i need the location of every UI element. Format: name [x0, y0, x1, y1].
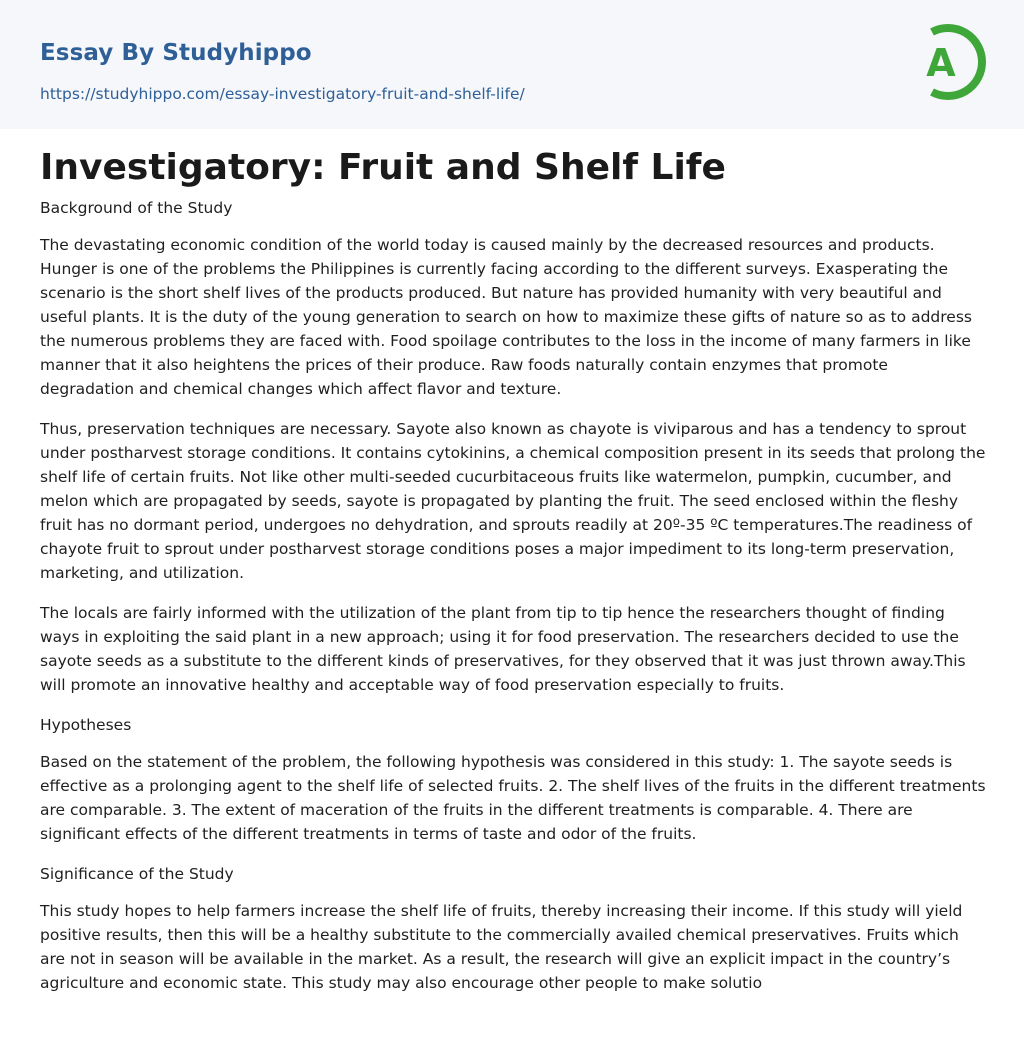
paragraph-3: The locals are fairly informed with the utilization of the plant from tip to tip hence the researchers thought of finding ways in exploiting the said plant in a new approach; using it for food preservation. The researchers decided to use the sayote seeds as a substitute to the different kinds of preservatives, for they observed that it was just thrown away.This will promote an innovative healthy and acceptable way of food preservation especially to fruits. — [40, 604, 966, 694]
paragraph-1: The devastating economic condition of the world today is caused mainly by the decreased resources and products. Hunger is one of the problems the Philippines is currently facing according to the different surveys. Exasperating the scenario is the short shelf lives of the products produced. But nature has provided humanity with very beautiful and useful plants. It is the duty of the young generation to search on how to maximize these gifts of nature so as to address the numerous problems they are faced with. Food spoilage contributes to the loss in the income of many farmers in like manner that it also heightens the prices of their produce. Raw foods naturally contain enzymes that promote degradation and chemical changes which affect flavor and texture. — [40, 236, 972, 398]
paragraph-5: This study hopes to help farmers increase the shelf life of fruits, thereby increasing their income. If this study will yield positive results, then this will be a healthy substitute to the commercially availed chemical preservatives. Fruits which are not in season will be available in the market. As a result, the research will give an explicit impact in the country’s agriculture and economic state. This study may also encourage other people to make solutio — [40, 902, 963, 992]
paragraph-2: Thus, preservation techniques are necessary. Sayote also known as chayote is viviparous and has a tendency to sprout under postharvest storage conditions. It contains cytokinins, a chemical composition present in its seeds that prolong the shelf life of certain fruits. Not like other multi-seeded cucurbitaceous fruits like watermelon, pumpkin, cucumber, and melon which are propagated by seeds, sayote is propagated by planting the fruit. The seed enclosed within the fleshy fruit has no dormant period, undergoes no dehydration, and sprouts readily at 20º-35 ºC temperatures.The readiness of chayote fruit to sprout under postharvest storage conditions poses a major impediment to its long-term preservation, marketing, and utilization. — [40, 420, 986, 582]
page-title: Investigatory: Fruit and Shelf Life — [40, 147, 726, 188]
section-heading-hypotheses: Hypotheses — [40, 716, 132, 734]
essay-url-link[interactable]: https://studyhippo.com/essay-investigatory-fruit-and-shelf-life/ — [40, 85, 525, 103]
paragraph-4: Based on the statement of the problem, the following hypothesis was considered in this study: 1. The sayote seeds is effective as a prolonging agent to the shelf life of selected fruits. 2. The shelf lives of the fruits in the different treatments are comparable. 3. The extent of maceration of the fruits in the different treatments is comparable. 4. There are significant effects of the different treatments in terms of taste and odor of the fruits. — [40, 753, 986, 843]
studyhippo-logo-icon[interactable] — [912, 20, 986, 104]
logo-letter: A — [926, 41, 956, 85]
brand-title[interactable]: Essay By Studyhippo — [40, 40, 312, 66]
article-body — [40, 196, 986, 1011]
section-heading-significance: Significance of the Study — [40, 865, 234, 883]
section-heading-background: Background of the Study — [40, 199, 233, 217]
